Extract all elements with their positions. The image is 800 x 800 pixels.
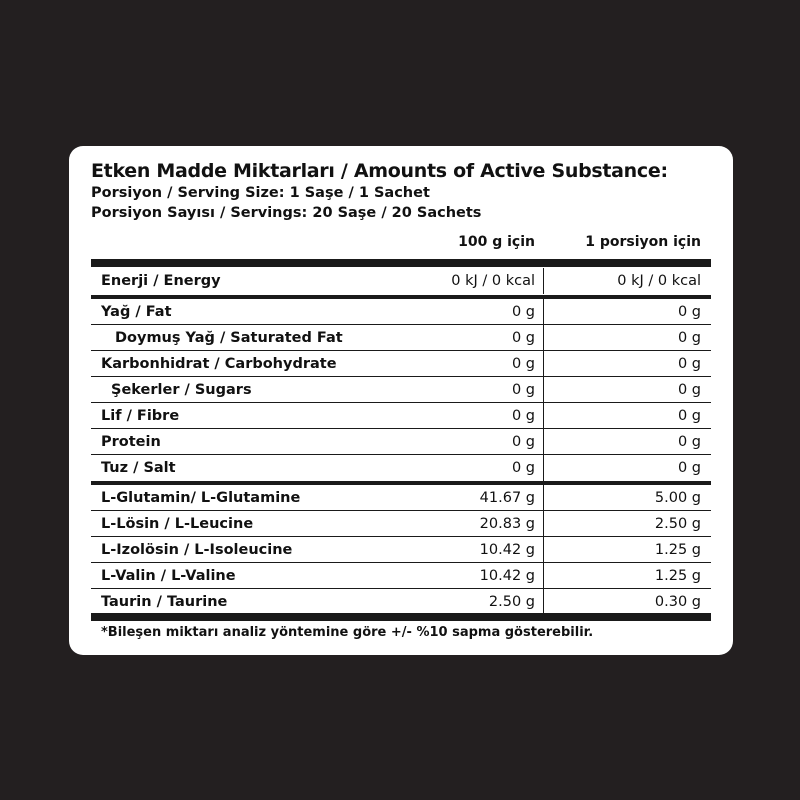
row-label: Enerji / Energy — [101, 273, 221, 289]
value-per-serving: 0.30 g — [654, 594, 701, 610]
value-per-serving: 0 g — [677, 356, 701, 372]
value-per-100g: 20.83 g — [479, 516, 535, 532]
value-per-serving: 0 kJ / 0 kcal — [617, 273, 701, 289]
row-label: L-Lösin / L-Leucine — [101, 516, 254, 532]
value-per-100g: 10.42 g — [479, 568, 535, 584]
table-row — [91, 455, 711, 481]
row-label: L-Valin / L-Valine — [101, 568, 236, 584]
value-per-100g: 0 g — [511, 408, 535, 424]
row-label: Şekerler / Sugars — [111, 382, 252, 398]
value-per-100g: 2.50 g — [488, 594, 535, 610]
value-per-serving: 0 g — [677, 434, 701, 450]
energy-row — [91, 268, 711, 294]
table-row — [91, 563, 711, 589]
value-per-100g: 0 g — [511, 356, 535, 372]
column-header-per-serving: 1 porsiyon için — [585, 234, 701, 250]
footnote: *Bileşen miktarı analiz yöntemine göre +/- %10 sapma gösterebilir. — [101, 625, 594, 640]
table-row — [91, 511, 711, 537]
value-per-100g: 0 g — [511, 460, 535, 476]
row-label: Doymuş Yağ / Saturated Fat — [115, 330, 343, 346]
nutrition-label-card — [69, 146, 733, 655]
table-row — [91, 351, 711, 377]
table-row — [91, 429, 711, 455]
value-per-serving: 0 g — [677, 382, 701, 398]
table-row — [91, 537, 711, 563]
value-per-serving: 0 g — [677, 460, 701, 476]
row-label: Taurin / Taurine — [101, 594, 228, 610]
serving-size: Porsiyon / Serving Size: 1 Saşe / 1 Sachet — [91, 185, 430, 201]
value-per-100g: 41.67 g — [479, 490, 535, 506]
value-per-serving: 5.00 g — [654, 490, 701, 506]
value-per-serving: 0 g — [677, 408, 701, 424]
column-header-per-100g: 100 g için — [458, 234, 535, 250]
row-label: Yağ / Fat — [101, 304, 172, 320]
value-per-100g: 0 g — [511, 382, 535, 398]
row-label: L-Glutamin/ L-Glutamine — [101, 490, 301, 506]
row-label: Lif / Fibre — [101, 408, 180, 424]
table-top-rule — [91, 259, 711, 267]
row-label: Tuz / Salt — [101, 460, 176, 476]
value-per-100g: 0 g — [511, 434, 535, 450]
row-label: Protein — [101, 434, 161, 450]
value-per-serving: 1.25 g — [654, 568, 701, 584]
table-row — [91, 377, 711, 403]
table-row — [91, 589, 711, 615]
table-row — [91, 325, 711, 351]
row-label: Karbonhidrat / Carbohydrate — [101, 356, 337, 372]
value-per-serving: 0 g — [677, 330, 701, 346]
table-row — [91, 485, 711, 511]
value-per-serving: 1.25 g — [654, 542, 701, 558]
value-per-serving: 0 g — [677, 304, 701, 320]
row-label: L-Izolösin / L-Isoleucine — [101, 542, 293, 558]
servings-count: Porsiyon Sayısı / Servings: 20 Saşe / 20 Sachets — [91, 205, 482, 221]
value-per-100g: 10.42 g — [479, 542, 535, 558]
value-per-100g: 0 g — [511, 304, 535, 320]
table-bottom-rule — [91, 613, 711, 621]
label-title: Etken Madde Miktarları / Amounts of Active Substance: — [91, 160, 668, 182]
value-per-serving: 2.50 g — [654, 516, 701, 532]
value-per-100g: 0 kJ / 0 kcal — [451, 273, 535, 289]
table-row — [91, 403, 711, 429]
table-row — [91, 299, 711, 325]
value-per-100g: 0 g — [511, 330, 535, 346]
